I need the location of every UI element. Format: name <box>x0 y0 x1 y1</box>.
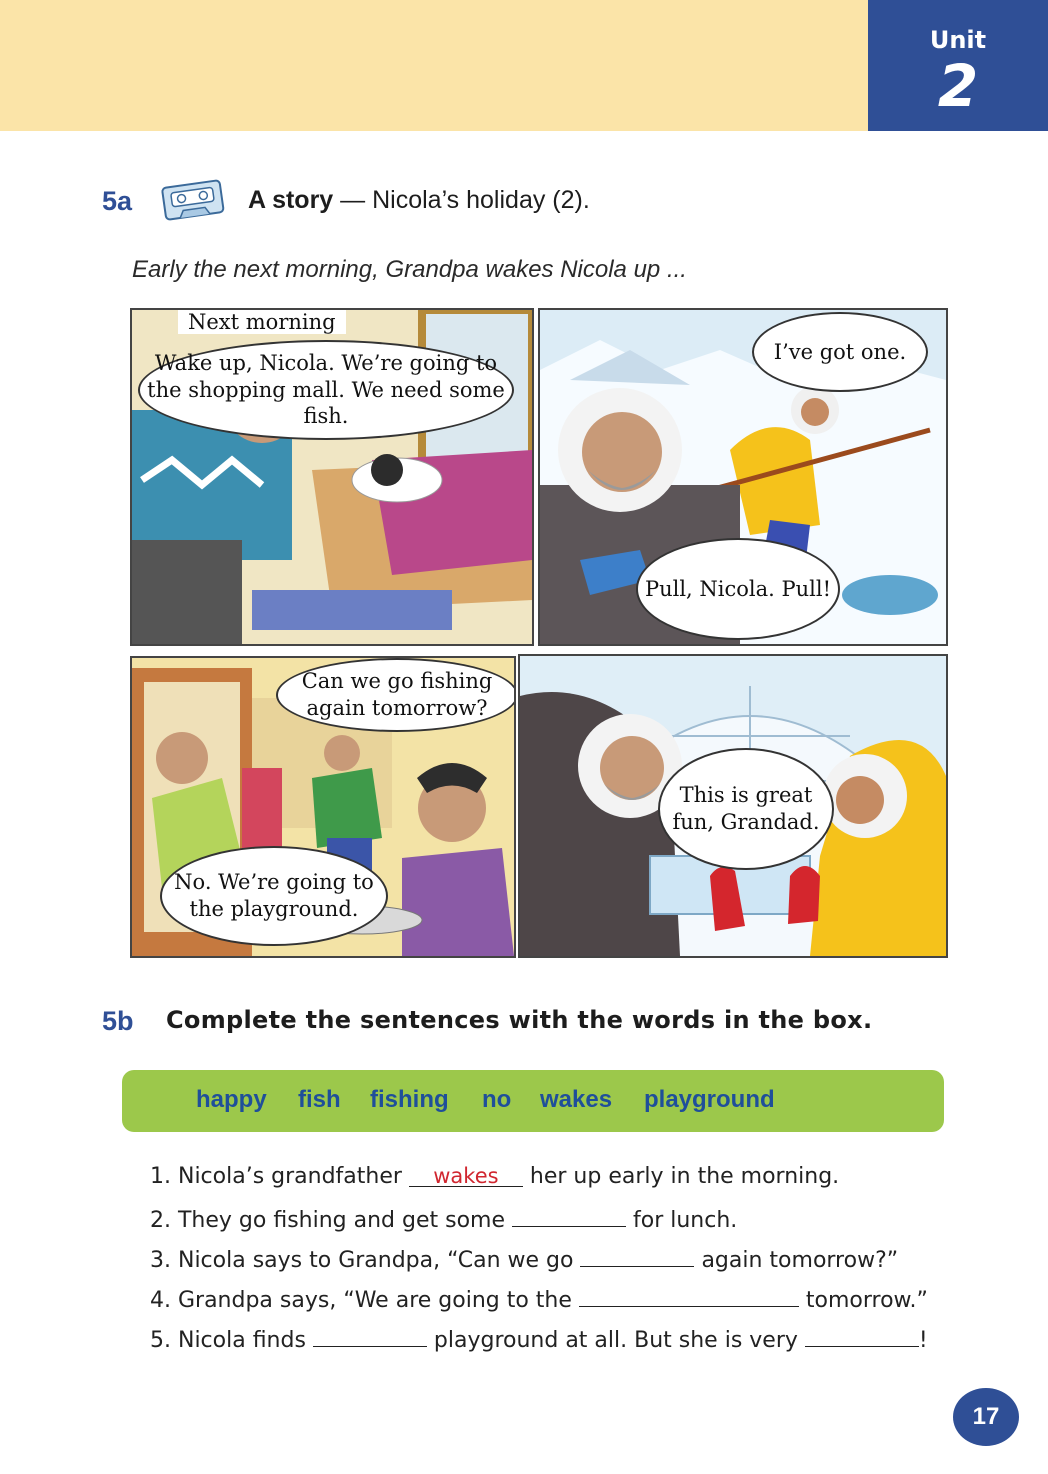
comic-panel-3 <box>130 656 516 958</box>
unit-number: 2 <box>937 52 979 120</box>
exercise-sentence-1: 1. Nicola’s grandfather wakes her up early in the morning. <box>150 1164 840 1189</box>
comic-panel-4 <box>518 654 948 958</box>
exercise-sentence-5: 5. Nicola finds playground at all. But she is very ! <box>150 1324 928 1353</box>
story-intro: Early the next morning, Grandpa wakes Nicola up ... <box>132 256 687 283</box>
word-box-item: happy <box>196 1086 267 1113</box>
exercise-sentence-4: 4. Grandpa says, “We are going to the tomorrow.” <box>150 1284 928 1313</box>
answer-blank[interactable] <box>580 1244 694 1267</box>
header-band <box>0 0 868 131</box>
word-box-item: playground <box>644 1086 775 1113</box>
section-5a-number: 5a <box>102 186 133 216</box>
speech-bubble: I’ve got one. <box>752 312 928 392</box>
page-number: 17 <box>953 1388 1019 1446</box>
speech-bubble: This is great fun, Grandad. <box>658 748 834 870</box>
cassette-tape-icon <box>158 178 228 224</box>
speech-bubble: Can we go fishing again tomorrow? <box>276 658 516 732</box>
word-box-item: fish <box>298 1086 341 1113</box>
exercise-sentence-3: 3. Nicola says to Grandpa, “Can we go again tomorrow?” <box>150 1244 898 1273</box>
speech-bubble: No. We’re going to the playground. <box>160 846 388 946</box>
word-box-item: fishing <box>370 1086 449 1113</box>
word-box-item: no <box>482 1086 512 1113</box>
exercise-instruction: Complete the sentences with the words in the box. <box>166 1006 873 1034</box>
answer-blank[interactable] <box>313 1324 427 1347</box>
speech-bubble: Wake up, Nicola. We’re going to the shopping mall. We need some fish. <box>138 340 514 440</box>
comic-panel-1 <box>130 308 534 646</box>
exercise-sentence-2: 2. They go fishing and get some for lunch. <box>150 1204 737 1233</box>
unit-label: Unit <box>929 26 987 54</box>
answer-blank[interactable] <box>805 1324 919 1347</box>
answer-blank[interactable] <box>512 1204 626 1227</box>
answer-blank[interactable] <box>579 1284 799 1307</box>
story-title <box>248 186 590 215</box>
speech-bubble: Pull, Nicola. Pull! <box>636 538 840 640</box>
word-box-item: wakes <box>540 1086 613 1113</box>
comic-panel-2 <box>538 308 948 646</box>
word-box <box>122 1070 944 1132</box>
story-title-rest: — Nicola’s holiday (2). <box>333 186 590 214</box>
unit-tab <box>868 0 1048 131</box>
story-title-bold: A story <box>248 186 334 214</box>
section-5b-number: 5b <box>102 1006 134 1036</box>
answer-blank-filled[interactable]: wakes <box>409 1164 523 1187</box>
panel-caption: Next morning <box>178 310 346 334</box>
